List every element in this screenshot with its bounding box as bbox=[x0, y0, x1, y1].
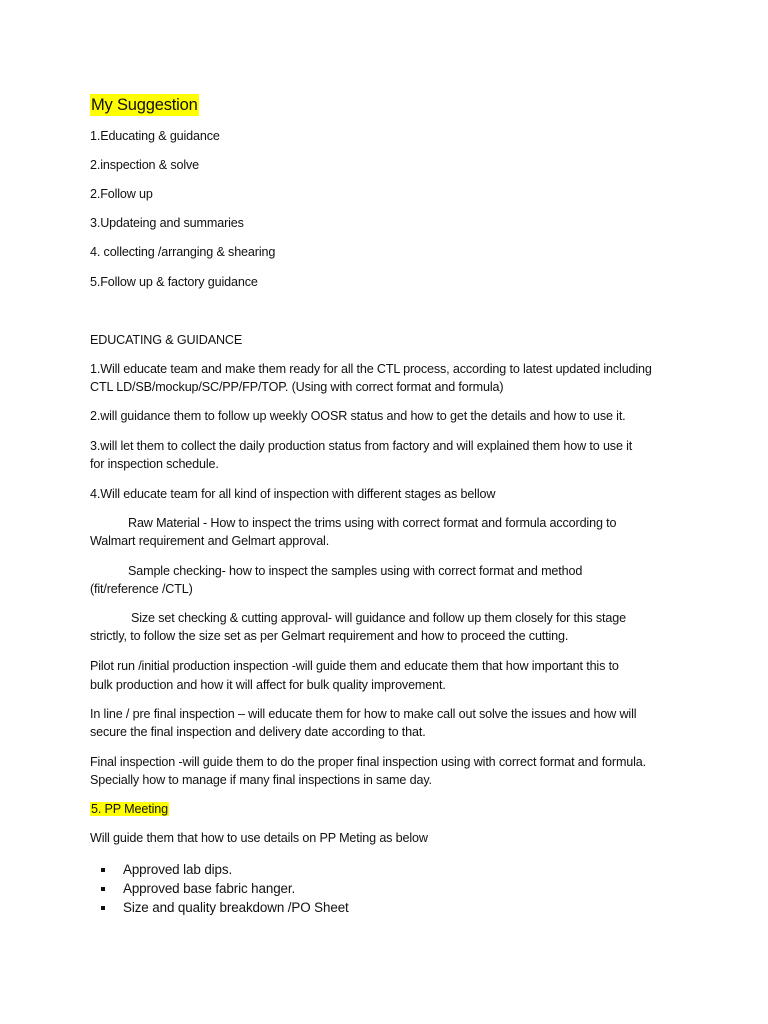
paragraph-line: Will guide them that how to use details on PP Meting as below bbox=[90, 831, 428, 845]
pp-meeting-heading-text: 5. PP Meeting bbox=[91, 802, 168, 816]
paragraph-line: Size set checking & cutting approval- will guidance and follow up them closely for this stage bbox=[131, 611, 626, 625]
list-item: 5.Follow up & factory guidance bbox=[90, 275, 258, 289]
list-item: 1.Educating & guidance bbox=[90, 129, 220, 143]
paragraph-line: for inspection schedule. bbox=[90, 457, 219, 471]
bullet-item bbox=[90, 898, 690, 917]
list-item: 2.Follow up bbox=[90, 187, 153, 201]
bullet-text: Approved base fabric hanger. bbox=[123, 881, 296, 896]
bullet-item bbox=[90, 860, 690, 879]
paragraph-line: 2.will guidance them to follow up weekly OOSR status and how to get the details and how to use it. bbox=[90, 409, 626, 423]
list-item: 3.Updateing and summaries bbox=[90, 216, 244, 230]
bullet-text: Approved lab dips. bbox=[123, 862, 233, 877]
paragraph-line: (fit/reference /CTL) bbox=[90, 582, 193, 596]
square-bullet-icon bbox=[101, 906, 105, 910]
paragraph-line: strictly, to follow the size set as per Gelmart requirement and how to proceed the cutting. bbox=[90, 629, 569, 643]
paragraph-line: secure the final inspection and delivery date according to that. bbox=[90, 725, 426, 739]
paragraph-line: bulk production and how it will affect for bulk quality improvement. bbox=[90, 678, 446, 692]
paragraph-line: Walmart requirement and Gelmart approval. bbox=[90, 534, 330, 548]
bullet-list bbox=[90, 860, 690, 917]
paragraph-line: Sample checking- how to inspect the samples using with correct format and method bbox=[128, 564, 583, 578]
paragraph-line: CTL LD/SB/mockup/SC/PP/FP/TOP. (Using with correct format and formula) bbox=[90, 380, 504, 394]
list-item: 2.inspection & solve bbox=[90, 158, 200, 172]
paragraph-line: 1.Will educate team and make them ready for all the CTL process, according to latest updated including bbox=[90, 362, 652, 376]
paragraph-line: Specially how to manage if many final inspections in same day. bbox=[90, 773, 432, 787]
section-heading: EDUCATING & GUIDANCE bbox=[90, 333, 243, 347]
paragraph-line: Final inspection -will guide them to do the proper final inspection using with correct format and formula. bbox=[90, 755, 647, 769]
document-title: My Suggestion bbox=[91, 96, 198, 114]
bullet-item bbox=[90, 879, 690, 898]
bullet-text: Size and quality breakdown /PO Sheet bbox=[123, 900, 349, 915]
pp-meeting-heading bbox=[90, 800, 690, 819]
square-bullet-icon bbox=[101, 868, 105, 872]
paragraph-line: Pilot run /initial production inspection -will guide them and educate them that how important this to bbox=[90, 659, 619, 673]
paragraph-line: 4.Will educate team for all kind of inspection with different stages as bellow bbox=[90, 487, 496, 501]
paragraph-line: In line / pre final inspection – will educate them for how to make call out solve the issues and how will bbox=[90, 707, 637, 721]
paragraph-line: Raw Material - How to inspect the trims using with correct format and formula according to bbox=[128, 516, 617, 530]
paragraph-line: 3.will let them to collect the daily production status from factory and will explained them how to use it bbox=[90, 439, 633, 453]
square-bullet-icon bbox=[101, 887, 105, 891]
list-item: 4. collecting /arranging & shearing bbox=[90, 245, 276, 259]
